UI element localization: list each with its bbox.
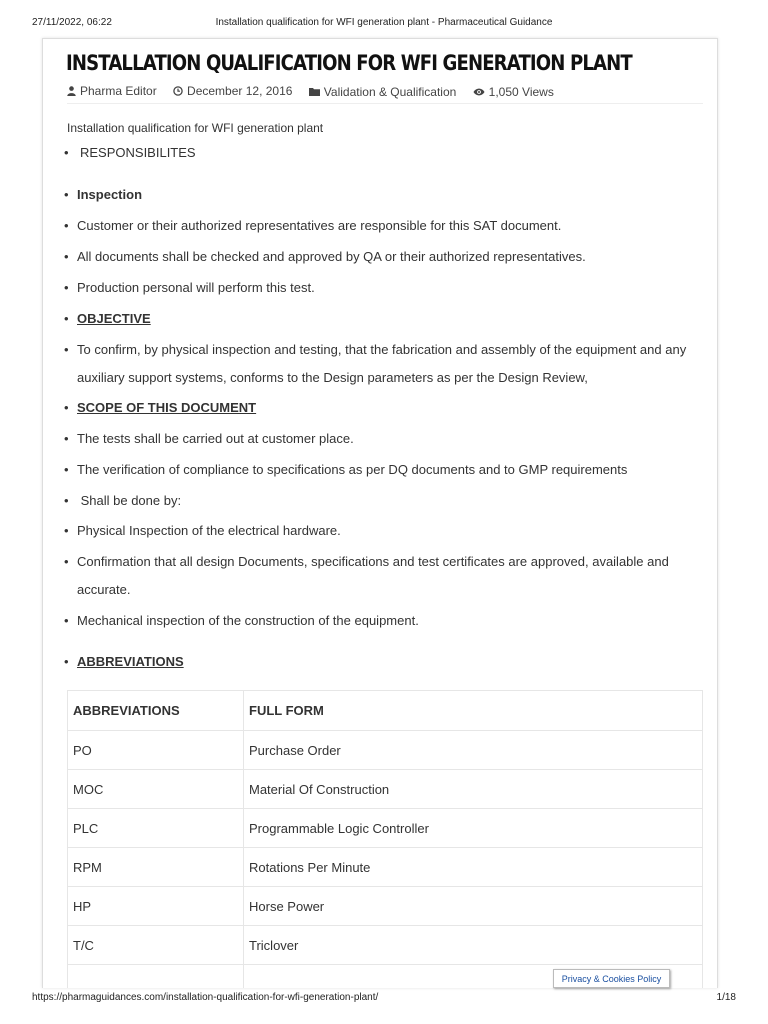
- list-item: [64, 554, 669, 569]
- list-item-continuation: auxiliary support systems, conforms to the Design parameters as per the Design Review,: [77, 370, 588, 385]
- line-text: Confirmation that all design Documents, specifications and test certificates are approved, available and: [77, 554, 669, 569]
- bullet: •: [64, 613, 69, 628]
- line-text: Shall be done by:: [77, 493, 182, 508]
- print-datetime: 27/11/2022, 06:22: [32, 17, 112, 28]
- table-cell: T/C: [68, 926, 244, 965]
- list-item: [64, 280, 315, 295]
- table-cell: Rotations Per Minute: [244, 848, 703, 887]
- meta-views-label: 1,050 Views: [488, 85, 554, 99]
- table-cell: RPM: [68, 848, 244, 887]
- meta-category-label: Validation & Qualification: [323, 84, 457, 99]
- privacy-cookies-policy-button[interactable]: Privacy & Cookies Policy: [553, 969, 670, 988]
- bullet: •: [64, 249, 69, 264]
- bullet: •: [64, 554, 69, 569]
- eye-icon: [473, 88, 485, 96]
- print-page-title: Installation qualification for WFI generation plant - Pharmaceutical Guidance: [215, 17, 553, 28]
- line-text: SCOPE OF THIS DOCUMENT: [77, 400, 257, 415]
- bullet: •: [64, 493, 69, 508]
- bullet: •: [64, 218, 69, 233]
- table-header-row: [68, 691, 703, 731]
- bullet: •: [64, 523, 69, 538]
- print-page-number: 1/18: [716, 992, 736, 1003]
- bullet: •: [64, 280, 69, 295]
- section-heading-scope: [64, 400, 256, 415]
- article: [42, 38, 718, 988]
- line-text: RESPONSIBILITES: [80, 145, 196, 160]
- bullet: •: [64, 311, 69, 326]
- bullet: •: [64, 400, 69, 415]
- list-item: [64, 493, 181, 508]
- meta-date: [173, 84, 292, 98]
- line-text: Customer or their authorized representatives are responsible for this SAT document.: [77, 218, 562, 233]
- print-footer: [32, 992, 736, 1006]
- section-heading-inspection: [64, 187, 142, 202]
- line-text: OBJECTIVE: [77, 311, 151, 326]
- line-text: Production personal will perform this test.: [77, 280, 315, 295]
- list-item-continuation: accurate.: [77, 582, 131, 597]
- table-row: [68, 887, 703, 926]
- table-header-cell: FULL FORM: [244, 691, 703, 731]
- meta-date-label: December 12, 2016: [187, 84, 293, 98]
- table-cell: Purchase Order: [244, 731, 703, 770]
- line-text: Inspection: [77, 187, 143, 202]
- line-text: ABBREVIATIONS: [77, 654, 184, 669]
- bullet: •: [64, 342, 69, 357]
- abbreviations-table: [67, 690, 703, 988]
- list-item: [64, 462, 627, 477]
- line-text: The tests shall be carried out at customer place.: [77, 431, 354, 446]
- list-item: [64, 342, 686, 357]
- section-heading-responsibilities: [64, 145, 196, 160]
- line-text: Physical Inspection of the electrical hardware.: [77, 523, 341, 538]
- table-row: [68, 848, 703, 887]
- list-item: [64, 431, 354, 446]
- section-heading-abbreviations: [64, 654, 184, 669]
- table-cell: HP: [68, 887, 244, 926]
- print-header: [32, 17, 736, 31]
- list-item: [64, 613, 419, 628]
- table-cell: Horse Power: [244, 887, 703, 926]
- table-header-cell: ABBREVIATIONS: [68, 691, 244, 731]
- user-icon: [67, 86, 76, 96]
- table-cell: MOC: [68, 770, 244, 809]
- table-cell: PO: [68, 731, 244, 770]
- line-text: The verification of compliance to specifications as per DQ documents and to GMP requirements: [77, 462, 628, 477]
- line-text: Mechanical inspection of the construction of the equipment.: [77, 613, 419, 628]
- line-text: All documents shall be checked and approved by QA or their authorized representatives.: [77, 249, 586, 264]
- bullet: •: [64, 187, 69, 202]
- bullet: •: [64, 654, 69, 669]
- intro-text: Installation qualification for WFI generation plant: [67, 121, 324, 135]
- list-item: [64, 249, 586, 264]
- table-row: [68, 731, 703, 770]
- bullet: •: [64, 462, 69, 477]
- meta-author[interactable]: [67, 84, 157, 98]
- table-cell: Material Of Construction: [244, 770, 703, 809]
- table-row: [68, 926, 703, 965]
- table-cell: Triclover: [244, 926, 703, 965]
- meta-author-label: Pharma Editor: [80, 84, 157, 98]
- post-meta: [67, 84, 703, 104]
- table-cell: Programmable Logic Controller: [244, 809, 703, 848]
- bullet: •: [64, 431, 69, 446]
- section-heading-objective: [64, 311, 151, 326]
- line-text: To confirm, by physical inspection and testing, that the fabrication and assembly of the equipment and any: [77, 342, 687, 357]
- post-title: INSTALLATION QUALIFICATION FOR WFI GENERATION PLANT: [66, 51, 632, 75]
- table-row: [68, 809, 703, 848]
- list-item: [64, 218, 561, 233]
- meta-category[interactable]: [309, 85, 457, 99]
- list-item: [64, 523, 341, 538]
- print-url[interactable]: https://pharmaguidances.com/installation-qualification-for-wfi-generation-plant/: [32, 992, 379, 1003]
- bullet: •: [64, 145, 69, 160]
- meta-views: [473, 85, 554, 99]
- folder-icon: [309, 87, 320, 96]
- table-cell: PLC: [68, 809, 244, 848]
- table-cell: [68, 965, 244, 989]
- table-row: [68, 770, 703, 809]
- clock-icon: [173, 86, 183, 96]
